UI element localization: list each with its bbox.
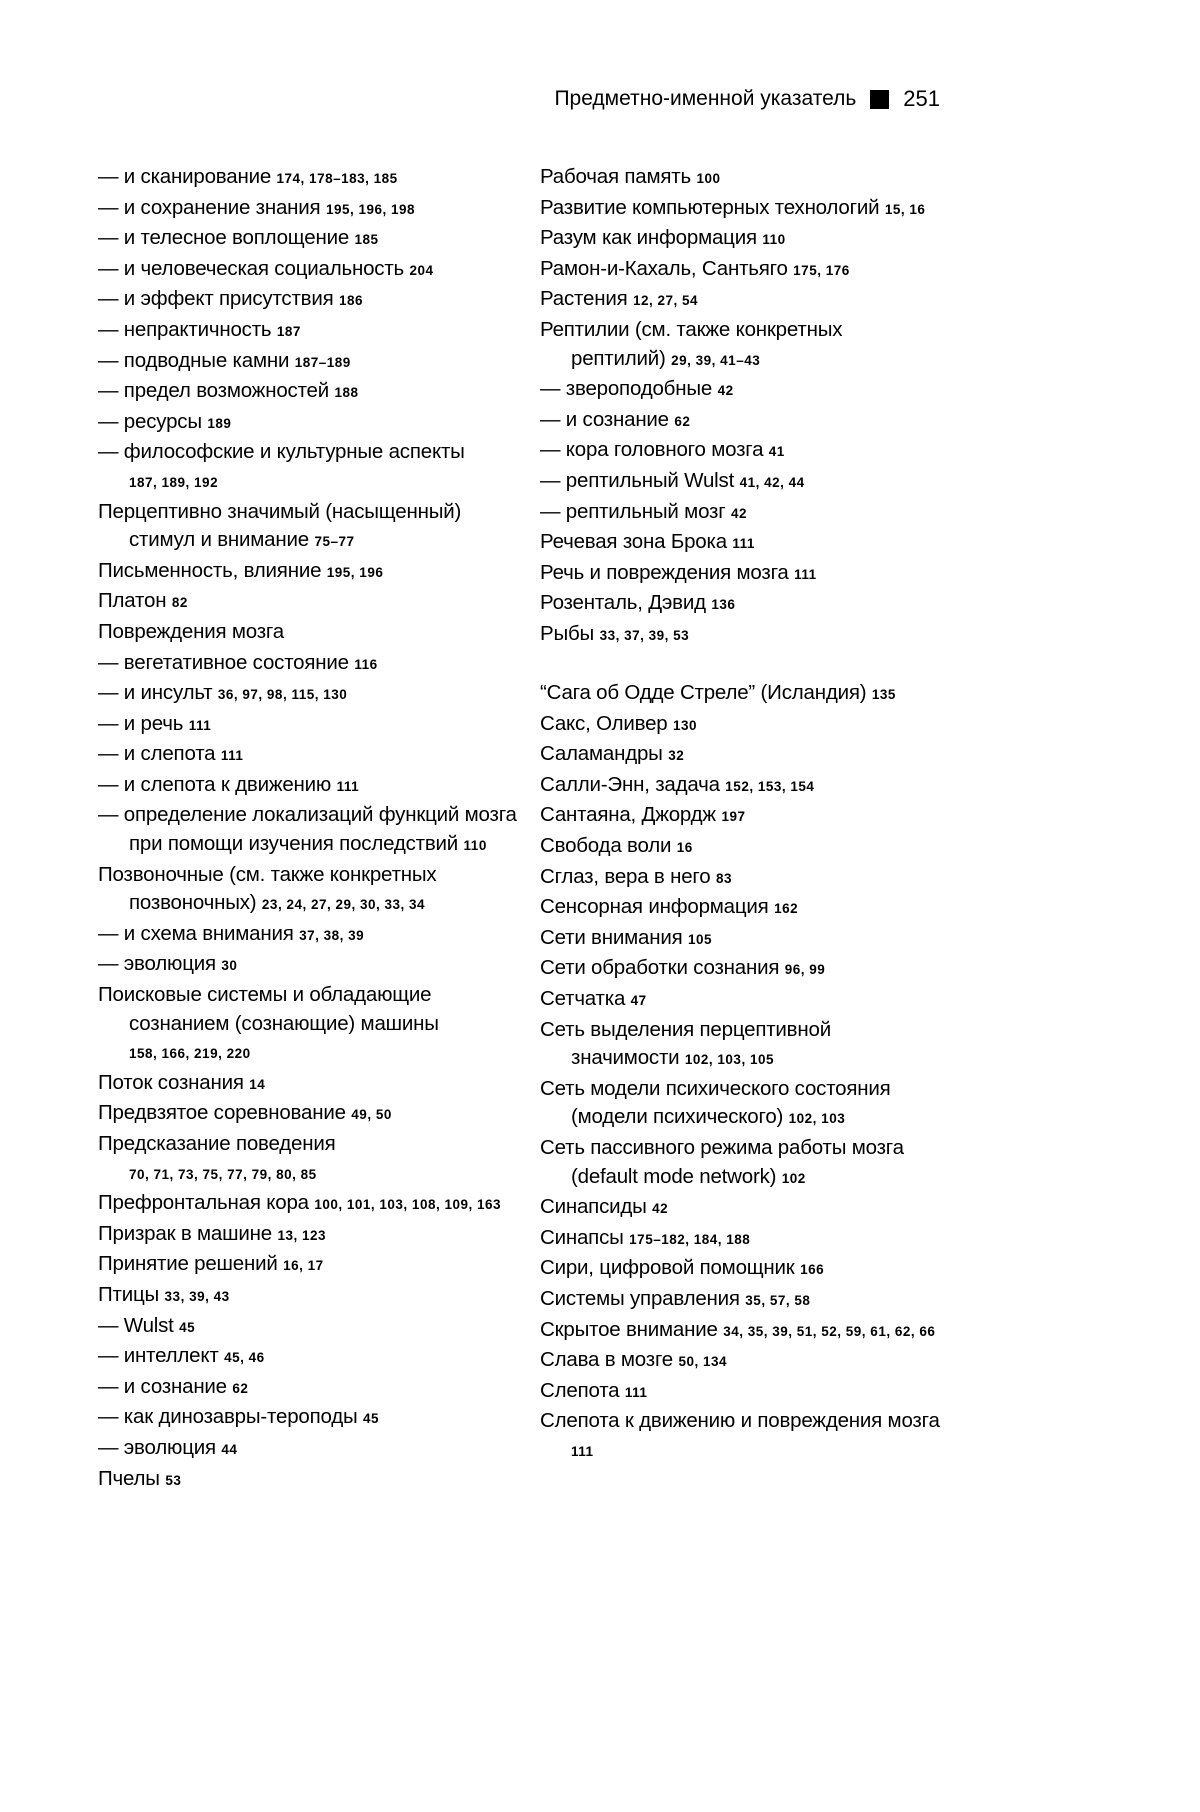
entry-pages: 186: [339, 293, 364, 309]
entry-term: — и сканирование: [98, 165, 277, 188]
index-entry: [540, 498, 940, 529]
entry-pages: 42: [731, 505, 748, 521]
index-entry: [98, 1130, 518, 1189]
entry-term: Синапсиды: [540, 1195, 653, 1219]
index-entry: [98, 710, 518, 741]
entry-term: Сетчатка: [540, 987, 631, 1011]
entry-pages: 105: [688, 931, 713, 947]
index-column-left: [98, 163, 518, 1495]
index-entry: [98, 771, 518, 802]
entry-term: Перцептивно значимый (насыщенный) стимул и внимание: [98, 499, 462, 552]
entry-pages: 15, 16: [884, 201, 926, 217]
index-entry: [540, 1377, 940, 1408]
entry-term: Призрак в машине: [98, 1221, 278, 1245]
index-entry: [98, 1403, 518, 1434]
entry-term: Разум как информация: [540, 226, 763, 250]
index-entry: [540, 1224, 940, 1255]
entry-pages: 37, 38, 39: [299, 927, 365, 943]
entry-term: — и слепота к движению: [98, 772, 337, 796]
index-entry: [98, 1250, 518, 1281]
entry-pages: 53: [165, 1472, 182, 1488]
index-entry: [540, 589, 940, 620]
entry-pages: 100: [696, 171, 721, 186]
entry-term: Сакс, Оливер: [540, 711, 673, 735]
entry-pages: 110: [463, 838, 487, 854]
entry-term: Слепота к движению и повреждения мозга: [540, 1409, 940, 1433]
entry-pages: 111: [794, 566, 817, 582]
entry-term: Повреждения мозга: [98, 619, 284, 643]
index-entry: [540, 375, 940, 406]
index-entry: [540, 467, 940, 498]
entry-term: Розенталь, Дэвид: [540, 591, 712, 615]
entry-term: Предсказание поведения: [98, 1132, 336, 1155]
entry-pages: 188: [334, 385, 359, 401]
entry-pages: 23, 24, 27, 29, 30, 33, 34: [261, 897, 426, 913]
entry-pages: 42: [652, 1201, 669, 1217]
index-entry: [540, 255, 940, 286]
entry-pages: 152, 153, 154: [725, 778, 815, 794]
entry-term: Пчелы: [98, 1466, 166, 1490]
entry-term: Рептилии (см. также конкретных рептилий): [540, 317, 843, 370]
index-entry: [98, 801, 518, 860]
entry-pages: 83: [715, 870, 732, 886]
entry-term: Сеть пассивного режима работы мозга (default mode network): [540, 1136, 904, 1188]
index-entry: [98, 1373, 518, 1404]
entry-pages: 189: [207, 415, 232, 431]
entry-term: Позвоночные (см. также конкретных позвоночных): [98, 862, 437, 915]
index-entry: [98, 316, 518, 347]
running-title: Предметно-именной указатель: [554, 87, 857, 110]
entry-term: — кора головного мозга: [540, 438, 769, 462]
entry-term: Поток сознания: [98, 1070, 250, 1094]
entry-pages: 130: [672, 717, 697, 733]
index-entry: [540, 316, 940, 375]
entry-term: Салли-Энн, задача: [540, 772, 726, 796]
index-group-r: [540, 163, 940, 651]
entry-term: Сглаз, вера в него: [540, 864, 716, 888]
index-entry: [540, 1134, 940, 1193]
entry-term: Рыбы: [540, 621, 600, 645]
index-entry: [540, 893, 940, 924]
entry-term: — предел возможностей: [98, 379, 335, 403]
entry-term: Сантаяна, Джордж: [540, 803, 722, 827]
index-entry: [540, 1346, 940, 1377]
index-entry: [540, 710, 940, 741]
entry-pages: 33, 37, 39, 53: [599, 627, 690, 643]
index-entry: [98, 1069, 518, 1100]
entry-pages: 136: [711, 597, 736, 613]
entry-term: — и сохранение знания: [98, 195, 326, 219]
index-entry: [98, 408, 518, 439]
index-entry: [98, 950, 518, 981]
entry-pages: 75–77: [314, 534, 355, 550]
index-entry: [540, 436, 940, 467]
index-entry: [540, 559, 940, 590]
entry-pages: 50, 134: [678, 1354, 728, 1370]
entry-pages: 62: [674, 413, 691, 429]
entry-term: Системы управления: [540, 1286, 746, 1310]
entry-term: — Wulst: [98, 1313, 180, 1337]
entry-pages: 102, 103: [788, 1111, 846, 1127]
entry-term: Слепота: [540, 1378, 625, 1402]
entry-pages: 49, 50: [351, 1107, 392, 1123]
entry-term: — интеллект: [98, 1344, 225, 1368]
index-entry: [540, 1075, 940, 1134]
entry-pages: 36, 97, 98, 115, 130: [217, 687, 348, 703]
index-entry: [540, 985, 940, 1016]
entry-pages: 111: [336, 778, 360, 794]
index-entry: [98, 377, 518, 408]
entry-term: — и схема внимания: [98, 921, 300, 945]
index-entry: [98, 557, 518, 588]
index-entry: [540, 163, 940, 194]
entry-term: — и сознание: [98, 1374, 233, 1398]
entry-term: Свобода воли: [540, 834, 677, 858]
entry-term: — и речь: [98, 711, 189, 735]
entry-pages: 102: [781, 1170, 806, 1186]
index-entry: [540, 406, 940, 437]
index-entry: [98, 1220, 518, 1251]
entry-term: Скрытое внимание: [540, 1317, 724, 1341]
entry-term: — и сознание: [540, 407, 675, 431]
entry-pages: 111: [732, 536, 755, 552]
entry-term: — и инсульт: [98, 681, 218, 705]
index-entry: [540, 1407, 940, 1466]
index-entry: [540, 1254, 940, 1285]
entry-term: — определение локализаций функций мозга при помощи изучения последствий: [98, 803, 517, 856]
index-entry: [98, 498, 518, 557]
entry-term: — ресурсы: [98, 409, 208, 433]
entry-pages: 82: [171, 595, 188, 611]
entry-pages: 162: [774, 901, 799, 917]
index-entry: [98, 163, 518, 194]
entry-pages: 32: [668, 748, 685, 764]
entry-pages: 35, 57, 58: [745, 1292, 811, 1308]
entry-pages: 70, 71, 73, 75, 77, 79, 80, 85: [129, 1166, 317, 1182]
entry-term: Слава в мозге: [540, 1348, 679, 1372]
entry-term: Птицы: [98, 1282, 165, 1306]
index-entry: [98, 1312, 518, 1343]
entry-term: Письменность, влияние: [98, 558, 327, 582]
index-entry: [98, 861, 518, 920]
entry-term: Развитие компьютерных технологий: [540, 195, 885, 219]
entry-pages: 187: [276, 323, 301, 339]
entry-term: Рабочая память: [540, 165, 697, 188]
entry-pages: 14: [249, 1076, 266, 1092]
entry-pages: 29, 39, 41–43: [671, 352, 761, 368]
entry-pages: 16: [676, 840, 693, 856]
index-entry: [540, 832, 940, 863]
entry-pages: 195, 196, 198: [325, 201, 416, 217]
index-entry: [98, 649, 518, 680]
entry-pages: 100, 101, 103, 108, 109, 163: [314, 1197, 502, 1213]
entry-term: Сети обработки сознания: [540, 956, 785, 980]
index-entry: [98, 740, 518, 771]
entry-term: — вегетативное состояние: [98, 650, 355, 674]
entry-term: — рептильный Wulst: [540, 468, 740, 492]
index-entry: [98, 285, 518, 316]
entry-pages: 116: [354, 656, 378, 672]
entry-term: Префронтальная кора: [98, 1191, 315, 1215]
entry-pages: 175–182, 184, 188: [629, 1231, 751, 1247]
entry-pages: 111: [188, 717, 212, 733]
entry-term: — эволюция: [98, 1435, 222, 1459]
entry-pages: 111: [624, 1384, 648, 1400]
entry-pages: 45: [363, 1411, 380, 1427]
entry-pages: 197: [721, 809, 746, 825]
entry-term: Сенсорная информация: [540, 895, 775, 919]
page-number: 251: [903, 86, 940, 111]
index-entry: [98, 438, 518, 497]
entry-pages: 45, 46: [224, 1350, 265, 1366]
entry-term: Принятие решений: [98, 1252, 284, 1276]
entry-term: Поисковые системы и обладающие сознанием (сознающие) машины: [98, 983, 439, 1035]
index-entry: [98, 679, 518, 710]
entry-pages: 62: [232, 1380, 249, 1396]
index-entry: [98, 1099, 518, 1130]
entry-term: — эволюция: [98, 952, 222, 976]
entry-pages: 174, 178–183, 185: [276, 171, 398, 186]
entry-pages: 33, 39, 43: [164, 1288, 230, 1304]
running-header: [554, 86, 940, 112]
entry-term: — и эффект присутствия: [98, 287, 340, 311]
entry-term: Речь и повреждения мозга: [540, 560, 795, 584]
index-entry: [98, 224, 518, 255]
entry-term: — непрактичность: [98, 317, 277, 341]
entry-term: Речевая зона Брока: [540, 530, 733, 554]
entry-term: — и слепота: [98, 742, 221, 766]
index-entry: [540, 801, 940, 832]
index-entry: [98, 255, 518, 286]
entry-term: Синапсы: [540, 1225, 630, 1249]
entry-term: Предвзятое соревнование: [98, 1101, 352, 1125]
entry-pages: 135: [871, 687, 896, 703]
index-entry: [540, 679, 940, 710]
entry-pages: 12, 27, 54: [632, 293, 699, 309]
entry-pages: 45: [179, 1319, 196, 1335]
index-entry: [98, 1434, 518, 1465]
entry-term: Сеть выделения перцептивной значимости: [540, 1017, 831, 1070]
index-entry: [540, 194, 940, 225]
index-entry: [98, 981, 518, 1069]
index-column-right: [540, 163, 940, 1467]
entry-pages: 187–189: [294, 354, 351, 370]
entry-pages: 204: [409, 262, 434, 278]
entry-pages: 175, 176: [793, 262, 850, 278]
entry-pages: 13, 123: [277, 1227, 326, 1243]
entry-pages: 30: [221, 958, 238, 974]
entry-pages: 47: [630, 993, 647, 1009]
entry-pages: 34, 35, 39, 51, 52, 59, 61, 62, 66: [723, 1323, 936, 1339]
entry-pages: 41, 42, 44: [739, 474, 805, 490]
index-entry: [540, 1193, 940, 1224]
entry-pages: 16, 17: [283, 1258, 324, 1274]
index-entry: [540, 285, 940, 316]
index-entry: [540, 1316, 940, 1347]
index-entry: [540, 224, 940, 255]
entry-term: — и телесное воплощение: [98, 226, 355, 250]
index-entry: [540, 740, 940, 771]
index-entry: [98, 587, 518, 618]
index-entry: [540, 863, 940, 894]
entry-pages: 44: [221, 1441, 238, 1457]
entry-pages: 187, 189, 192: [129, 474, 219, 490]
entry-term: — и человеческая социальность: [98, 256, 410, 280]
index-entry: [540, 620, 940, 651]
index-entry: [98, 618, 518, 649]
index-entry: [98, 1342, 518, 1373]
index-entry: [540, 954, 940, 985]
entry-term: — звероподобные: [540, 377, 718, 401]
entry-pages: 166: [800, 1262, 825, 1278]
entry-pages: 41: [768, 444, 785, 460]
index-entry: [98, 1281, 518, 1312]
entry-term: Саламандры: [540, 742, 669, 766]
index-entry: [540, 771, 940, 802]
entry-pages: 110: [762, 232, 786, 248]
entry-pages: 111: [571, 1443, 594, 1459]
index-entry: [540, 924, 940, 955]
entry-term: Сири, цифровой помощник: [540, 1256, 801, 1280]
index-entry: [98, 1465, 518, 1496]
entry-term: Сеть модели психического состояния (модели психического): [540, 1076, 891, 1129]
group-gap: [540, 651, 940, 680]
entry-pages: 111: [220, 748, 244, 764]
entry-term: — подводные камни: [98, 348, 295, 372]
entry-term: — философские и культурные аспекты: [98, 440, 465, 464]
index-entry: [540, 528, 940, 559]
index-entry: [98, 1189, 518, 1220]
index-entry: [540, 1016, 940, 1075]
index-group-s: [540, 679, 940, 1466]
index-entry: [98, 920, 518, 951]
entry-term: Сети внимания: [540, 925, 688, 949]
entry-term: — как динозавры-тероподы: [98, 1405, 364, 1429]
entry-pages: 96, 99: [784, 962, 826, 978]
entry-pages: 195, 196: [326, 564, 384, 580]
entry-pages: 102, 103, 105: [684, 1052, 774, 1068]
index-entry: [540, 1285, 940, 1316]
entry-pages: 42: [717, 383, 734, 399]
entry-term: Растения: [540, 287, 633, 311]
index-entry: [98, 194, 518, 225]
separator-square-icon: [870, 90, 889, 109]
entry-term: Платон: [98, 589, 172, 613]
entry-term: “Сага об Одде Стреле” (Исландия): [540, 681, 872, 705]
entry-term: — рептильный мозг: [540, 499, 732, 523]
index-entry: [98, 347, 518, 378]
entry-pages: 185: [354, 232, 379, 248]
entry-term: Рамон-и-Кахаль, Сантьяго: [540, 256, 794, 280]
entry-pages: 158, 166, 219, 220: [129, 1046, 251, 1062]
